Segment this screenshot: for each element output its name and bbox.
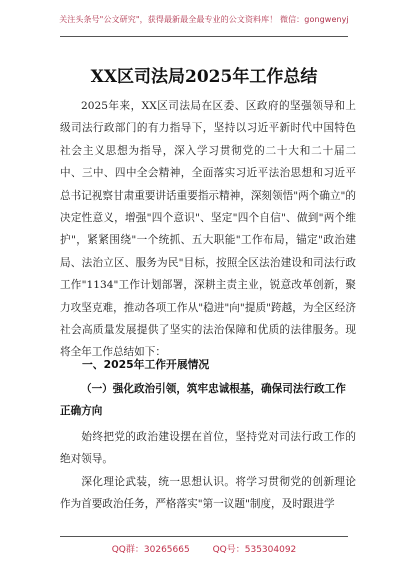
document-title: XX区司法局2025年工作总结 (90, 67, 318, 87)
body-paragraph (60, 426, 356, 471)
header-banner: 关注头条号"公文研究"，获得最新最全最专业的公文资料库！ 微信：gongwenyj (59, 15, 349, 24)
body-paragraph-text: 始终把党的政治建设摆在首位，坚持党对司法行政工作的绝对领导。 (60, 431, 356, 466)
footer (0, 542, 408, 555)
footer-qq: QQ号：535304092 (212, 545, 297, 555)
body-paragraph (60, 471, 356, 516)
intro-text: 2025年来，XX区司法局在区委、区政府的坚强领导和上级司法行政部门的有力指导下，坚持以习近平新时代中国特色社会主义思想为指导，深入学习贯彻党的二十大和二十届二中、三中、四中全会精神，全面落实习近平法治思想和习近平总书记视察甘肃重要讲话重要指示精神，深刻领悟"两个确立"的决定性意义，增强"四个意识"、坚定"四个自信"、做到"两个维护"，紧紧围绕"一个统抓、五大职能"工作布局，锚定"政治建局、法治立区、服务为民"目标，按照全区法治建设和司法行政工作"1134"工作计划部署，深耕主责主业，锐意改革创新，聚力攻坚克难，推动各项工作从"稳进"向"提质"跨越，为全区经济社会高质量发展提供了坚实的法治保障和优质的法律服务。现将全年工作总结如下： (60, 100, 356, 359)
header-divider (60, 36, 348, 37)
intro-paragraph (60, 95, 356, 364)
footer-divider (60, 536, 348, 537)
subsection-heading-text: （一）强化政治引领，筑牢忠诚根基，确保司法行政工作正确方向 (60, 383, 346, 418)
section-heading: 一、2025年工作开展情况 (82, 358, 210, 371)
footer-qq-group: QQ群：30265665 (111, 545, 190, 555)
body-paragraph-text: 深化理论武装，统一思想认识。将学习贯彻党的创新理论作为首要政治任务，严格落实"第一议题"制度，及时跟进学 (60, 476, 356, 511)
subsection-heading (60, 378, 356, 423)
